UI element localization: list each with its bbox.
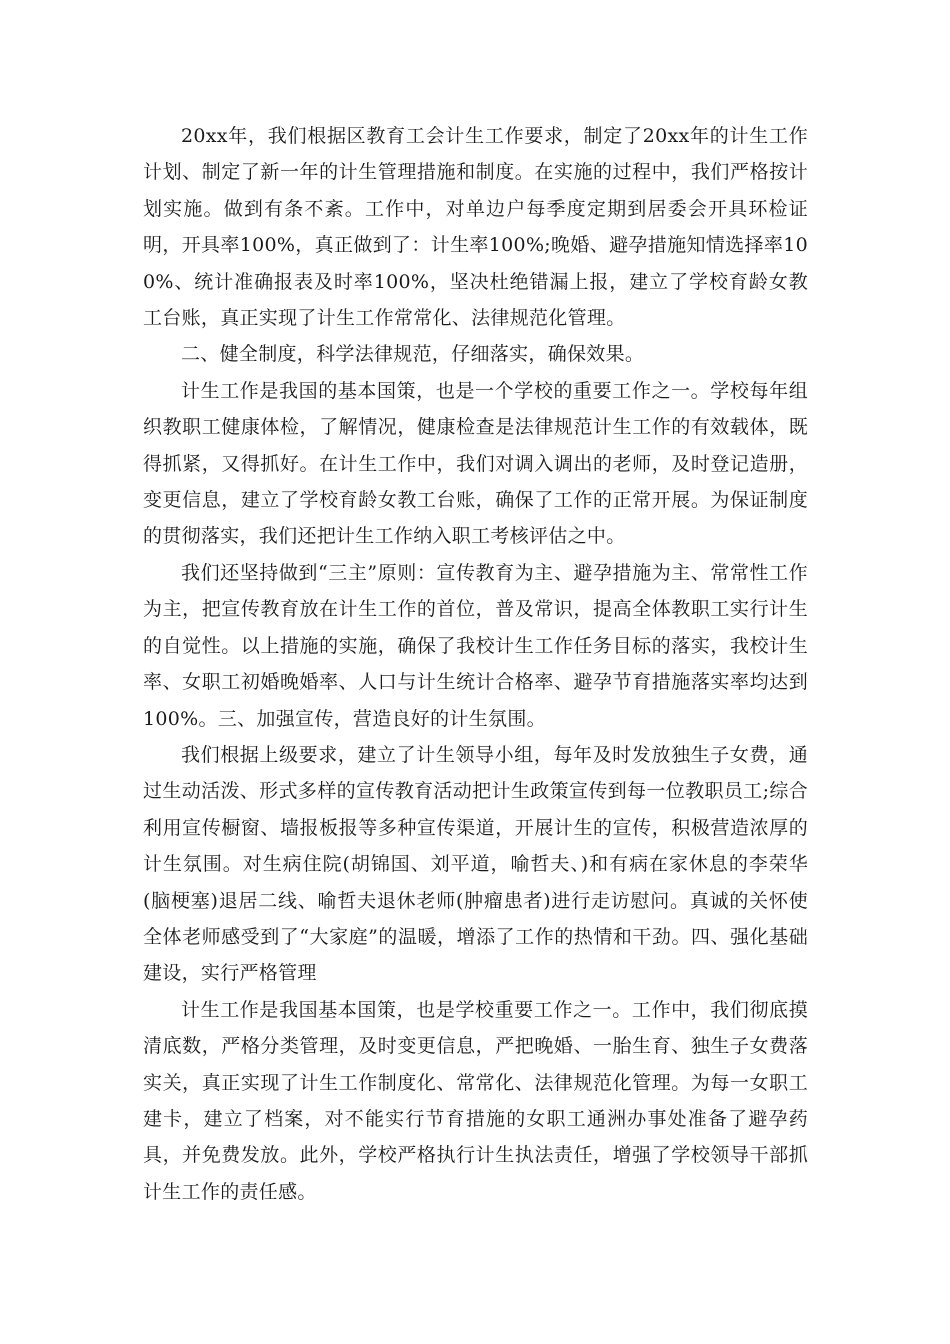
paragraph-basic-policy: 计生工作是我国的基本国策，也是一个学校的重要工作之一。学校每年组织教职工健康体检，了解情况，健康检查是法律规范计生工作的有效载体，既得抓紧，又得抓好。在计生工作中，我们对调入调出的老师，及时登记造册，变更信息，建立了学校育龄女教工台账，确保了工作的正常开展。为保证制度的贯彻落实，我们还把计生工作纳入职工考核评估之中。 bbox=[143, 379, 808, 548]
section-heading-system: 二、健全制度，科学法律规范，仔细落实，确保效果。 bbox=[181, 343, 645, 366]
paragraph-strict-management: 计生工作是我国基本国策，也是学校重要工作之一。工作中，我们彻底摸清底数，严格分类管理，及时变更信息，严把晚婚、一胎生育、独生子女费落实关，真正实现了计生工作制度化、常常化、法律规范化管理。为每一女职工建卡，建立了档案，对不能实行节育措施的女职工通洲办事处准备了避孕药具，并免费发放。此外，学校严格执行计生执法责任，增强了学校领导干部抓计生工作的责任感。 bbox=[143, 998, 808, 1203]
paragraph-publicity: 我们根据上级要求，建立了计生领导小组，每年及时发放独生子女费，通过生动活泼、形式多样的宣传教育活动把计生政策宣传到每一位教职员工;综合利用宣传橱窗、墙报板报等多种宣传渠道，开展计生的宣传，积极营造浓厚的计生氛围。对生病住院(胡锦国、刘平道，喻哲夫、)和有病在家休息的李荣华(脑梗塞)退居二线、喻哲夫退休老师(肿瘤患者)进行走访慰问。真诚的关怀使全体老师感受到了“大家庭”的温暖，增添了工作的热情和干劲。四、强化基础建设，实行严格管理 bbox=[143, 743, 808, 985]
document-body bbox=[143, 118, 808, 1210]
paragraph-three-principles: 我们还坚持做到“三主”原则：宣传教育为主、避孕措施为主、常常性工作为主，把宣传教育放在计生工作的首位，普及常识，提高全体教职工实行计生的自觉性。以上措施的实施，确保了我校计生工作任务目标的落实，我校计生率、女职工初婚晚婚率、人口与计生统计合格率、避孕节育措施落实率均达到100%。三、加强宣传，营造良好的计生氛围。 bbox=[143, 561, 808, 730]
paragraph-family-planning-plan: 20xx年，我们根据区教育工会计生工作要求，制定了20xx年的计生工作计划、制定了新一年的计生管理措施和制度。在实施的过程中，我们严格按计划实施。做到有条不紊。工作中，对单边户每季度定期到居委会开具环检证明，开具率100%，真正做到了：计生率100%;晚婚、避孕措施知情选择率100%、统计准确报表及时率100%，坚决杜绝错漏上报，建立了学校育龄女教工台账，真正实现了计生工作常常化、法律规范化管理。 bbox=[143, 125, 808, 330]
